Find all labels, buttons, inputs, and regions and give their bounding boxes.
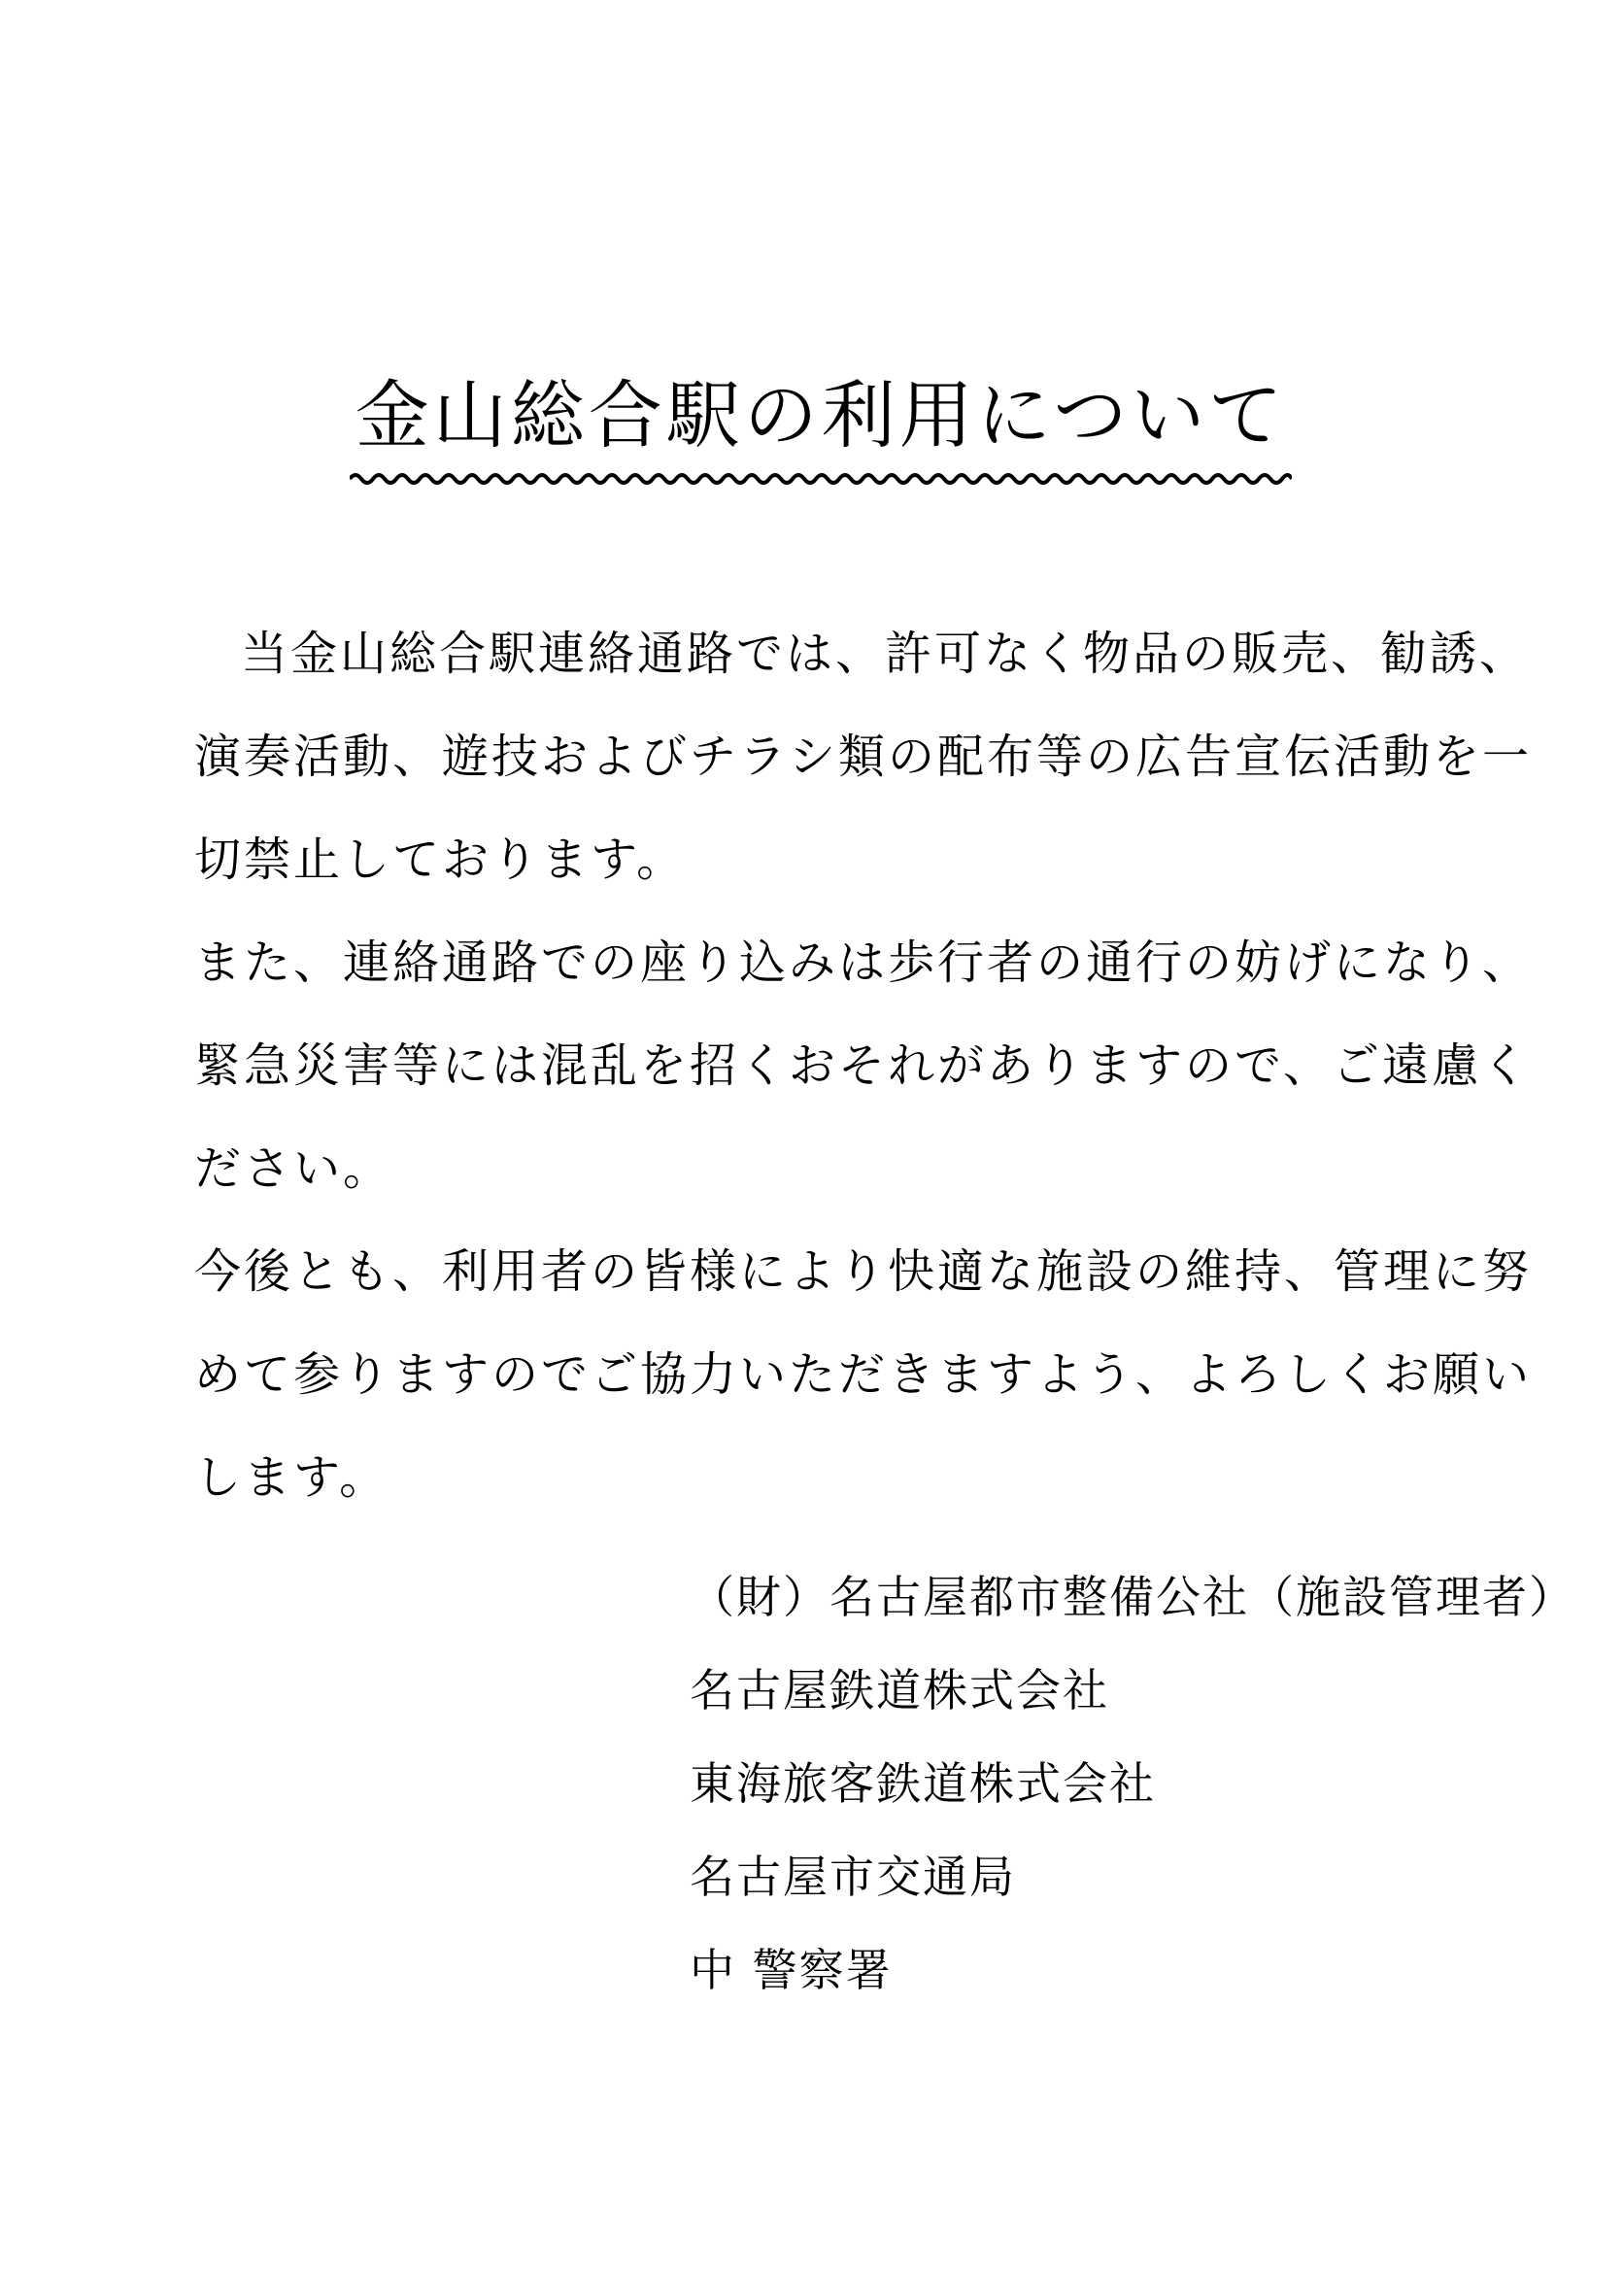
body-line: 演奏活動、遊技およびチラシ類の配布等の広告宣伝活動を一	[194, 730, 1533, 784]
body-line: します。	[194, 1450, 389, 1505]
notice-body	[194, 602, 1533, 1529]
paragraph-cooperation	[194, 1220, 1533, 1529]
wavy-underline	[350, 468, 1292, 490]
signatory-transport-bureau: 名古屋市交通局	[690, 1851, 1016, 1903]
notice-title: 金山総合駅の利用について	[355, 372, 1287, 459]
signatory-police-station: 中 警察署	[690, 1944, 893, 1996]
body-line: めて参りますのでご協力いただきますよう、よろしくお願い	[194, 1347, 1533, 1402]
signatory-meitetsu: 名古屋鉄道株式会社	[690, 1664, 1109, 1716]
signatories-block	[690, 1550, 1583, 2017]
signatory-urban-development: （財）名古屋都市整備公社（施設管理者）	[690, 1571, 1575, 1623]
title-block	[350, 369, 1292, 490]
body-line: また、連絡通路での座り込みは歩行者の通行の妨げになり、	[194, 935, 1533, 990]
paragraph-sitting	[194, 911, 1533, 1220]
body-line: 今後とも、利用者の皆様により快適な施設の維持、管理に努	[194, 1244, 1533, 1299]
body-line: ださい。	[194, 1141, 393, 1196]
paragraph-prohibition	[194, 602, 1533, 911]
body-line: 切禁止しております。	[194, 833, 687, 887]
body-line: 当金山総合駅連絡通路では、許可なく物品の販売、勧誘、	[241, 627, 1530, 681]
signatory-jr-central: 東海旅客鉄道株式会社	[690, 1757, 1156, 1810]
body-line: 緊急災害等には混乱を招くおそれがありますので、ご遠慮く	[194, 1038, 1532, 1093]
